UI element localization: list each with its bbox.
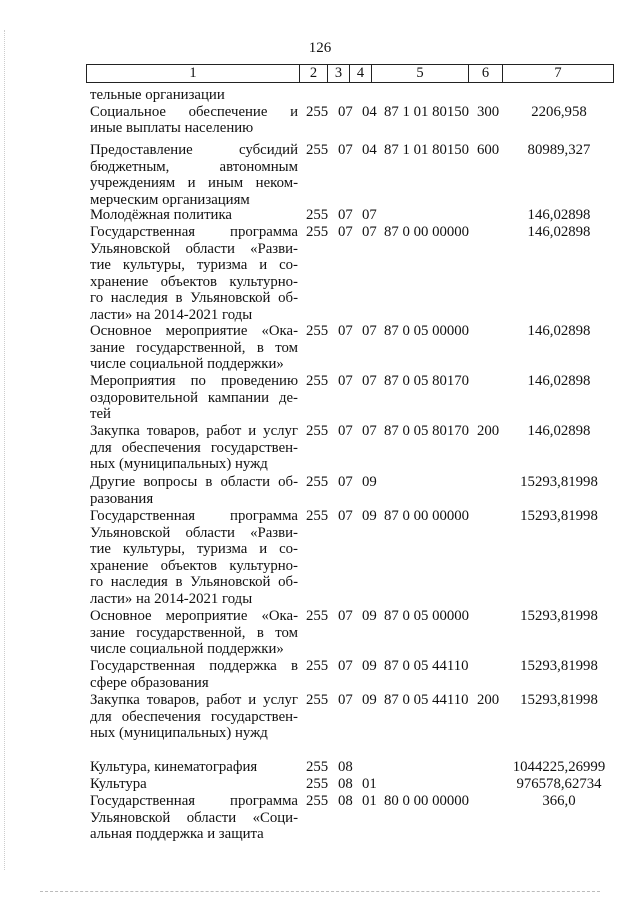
row-description (90, 373, 298, 423)
description-line: зание государственной, в том (90, 339, 298, 356)
row-description (90, 323, 298, 373)
scan-margin-dots (4, 30, 6, 870)
description-line: сфере образования (90, 674, 209, 691)
cell-expense-type: 200 (477, 423, 500, 439)
description-line: Мероприятия по проведению (90, 373, 298, 389)
cell-amount: 976578,62734 (516, 776, 602, 792)
description-line: Государственная поддержка в (90, 658, 298, 674)
description-line: Культура, кинематография (90, 759, 258, 775)
cell-amount: 146,02898 (527, 373, 591, 389)
description-line: го наследия в Ульяновской об- (90, 574, 298, 591)
cell-gov-code: 255 (306, 658, 329, 674)
description-line: оздоровительной кампании де- (90, 389, 298, 406)
description-line: зание государственной, в том (90, 624, 298, 641)
cell-subsection-code: 07 (362, 373, 377, 389)
cell-amount: 80989,327 (527, 142, 591, 158)
cell-gov-code: 255 (306, 207, 329, 223)
cell-gov-code: 255 (306, 776, 329, 792)
cell-gov-code: 255 (306, 373, 329, 389)
cell-subsection-code: 04 (362, 142, 377, 158)
description-line: иные выплаты населению (90, 120, 254, 137)
cell-target-article: 87 0 05 44110 (384, 692, 469, 708)
cell-section-code: 07 (338, 658, 353, 674)
cell-section-code: 07 (338, 224, 353, 240)
cell-target-article: 87 0 05 00000 (384, 608, 470, 624)
table-header (86, 64, 614, 83)
description-line: хранение объектов культурно- (90, 557, 298, 574)
row-description (90, 776, 298, 793)
row-description (90, 692, 298, 742)
header-col-2: 2 (300, 65, 328, 82)
cell-section-code: 07 (338, 323, 353, 339)
cell-section-code: 07 (338, 373, 353, 389)
cell-target-article: 87 0 00 00000 (384, 224, 470, 240)
header-col-3: 3 (328, 65, 350, 82)
cell-amount: 15293,81998 (520, 658, 598, 674)
cell-section-code: 07 (338, 692, 353, 708)
row-description (90, 759, 298, 776)
cell-target-article: 87 1 01 80150 (384, 142, 470, 158)
cell-gov-code: 255 (306, 692, 329, 708)
description-line: Предоставление субсидий (90, 142, 298, 158)
cell-amount: 15293,81998 (520, 692, 598, 708)
description-line: Культура (90, 776, 147, 792)
cell-section-code: 07 (338, 207, 353, 223)
cell-amount: 146,02898 (527, 423, 591, 439)
description-line: Закупка товаров, работ и услуг (90, 692, 298, 708)
row-description (90, 224, 298, 324)
header-col-7: 7 (554, 65, 562, 81)
description-line: ласти» на 2014-2021 годы (90, 590, 253, 607)
row-description (90, 508, 298, 608)
header-col-6: 6 (469, 65, 503, 82)
row-description (90, 142, 298, 208)
cell-subsection-code: 09 (362, 608, 377, 624)
cell-gov-code: 255 (306, 608, 329, 624)
row-description (90, 474, 298, 507)
cell-section-code: 08 (338, 793, 353, 809)
cell-amount: 15293,81998 (520, 508, 598, 524)
row-description (90, 207, 298, 224)
description-line: Государственная программа (90, 508, 298, 524)
description-line: ных (муниципальных) нужд (90, 456, 268, 473)
row-description (90, 423, 298, 473)
description-line: ных (муниципальных) нужд (90, 725, 268, 742)
description-line: альная поддержка и защита (90, 826, 264, 843)
cell-gov-code: 255 (306, 142, 329, 158)
cell-section-code: 08 (338, 759, 353, 775)
cell-target-article: 87 0 05 00000 (384, 323, 470, 339)
description-line: числе социальной поддержки» (90, 641, 284, 658)
scan-bottom-edge (40, 891, 600, 893)
cell-subsection-code: 09 (362, 508, 377, 524)
description-line: го наследия в Ульяновской об- (90, 290, 298, 307)
cell-amount: 15293,81998 (520, 474, 598, 490)
description-line: учреждениям и иным неком- (90, 175, 298, 192)
description-line: Ульяновской области «Разви- (90, 524, 298, 541)
cell-subsection-code: 09 (362, 658, 377, 674)
cell-target-article: 87 0 05 44110 (384, 658, 469, 674)
cell-expense-type: 600 (477, 142, 500, 158)
cell-gov-code: 255 (306, 103, 329, 120)
description-line: Ульяновской области «Разви- (90, 240, 298, 257)
cell-amount: 146,02898 (527, 323, 591, 339)
description-line: хранение объектов культурно- (90, 273, 298, 290)
cell-target-article: 87 0 05 80170 (384, 373, 470, 389)
description-line: тие культуры, туризма и со- (90, 257, 298, 274)
cell-subsection-code: 07 (362, 423, 377, 439)
description-line: бюджетным, автономным (90, 158, 298, 175)
description-line: Социальное обеспечение и (90, 103, 298, 120)
description-line: числе социальной поддержки» (90, 356, 284, 373)
cell-amount: 2206,958 (531, 103, 587, 120)
cell-subsection-code: 07 (362, 207, 377, 223)
cell-expense-type: 200 (477, 692, 500, 708)
description-line: ласти» на 2014-2021 годы (90, 306, 253, 323)
cell-target-article: 87 0 05 80170 (384, 423, 470, 439)
description-line: тие культуры, туризма и со- (90, 541, 298, 558)
cell-subsection-code: 01 (362, 776, 377, 792)
description-line: Молодёжная политика (90, 207, 233, 223)
row-description (90, 658, 298, 691)
description-line: Государственная программа (90, 224, 298, 240)
header-col-4: 4 (350, 65, 372, 82)
cell-gov-code: 255 (306, 224, 329, 240)
cell-section-code: 07 (338, 103, 353, 120)
description-line: тельные организации (90, 87, 225, 103)
description-line: для обеспечения государствен- (90, 708, 298, 725)
cell-gov-code: 255 (306, 323, 329, 339)
header-col-5: 5 (372, 65, 469, 82)
cell-section-code: 07 (338, 608, 353, 624)
cell-gov-code: 255 (306, 759, 329, 775)
cell-amount: 146,02898 (527, 207, 591, 223)
cell-gov-code: 255 (306, 793, 329, 809)
description-line: Основное мероприятие «Ока- (90, 323, 298, 339)
description-line: мерческим организациям (90, 191, 250, 208)
cell-gov-code: 255 (306, 508, 329, 524)
page-number: 126 (308, 40, 332, 56)
description-line: Основное мероприятие «Ока- (90, 608, 298, 624)
row-description (90, 608, 298, 658)
cell-amount: 146,02898 (527, 224, 591, 240)
description-line: Закупка товаров, работ и услуг (90, 423, 298, 439)
row-description (90, 87, 298, 104)
cell-section-code: 07 (338, 474, 353, 490)
cell-subsection-code: 01 (362, 793, 377, 809)
row-description (90, 104, 298, 137)
cell-section-code: 08 (338, 776, 353, 792)
cell-section-code: 07 (338, 423, 353, 439)
cell-target-article: 87 1 01 80150 (384, 103, 470, 120)
cell-subsection-code: 04 (362, 103, 377, 120)
cell-amount: 1044225,26999 (512, 759, 606, 775)
description-line: Ульяновской области «Соци- (90, 809, 298, 826)
description-line: Другие вопросы в области об- (90, 474, 298, 490)
cell-subsection-code: 09 (362, 692, 377, 708)
cell-expense-type: 300 (477, 103, 500, 120)
description-line: тей (90, 406, 111, 423)
row-description (90, 793, 298, 843)
description-line: для обеспечения государствен- (90, 439, 298, 456)
description-line: Государственная программа (90, 793, 298, 809)
cell-amount: 366,0 (542, 793, 576, 809)
cell-gov-code: 255 (306, 423, 329, 439)
header-col-1: 1 (87, 65, 300, 82)
cell-section-code: 07 (338, 142, 353, 158)
cell-amount: 15293,81998 (520, 608, 598, 624)
cell-subsection-code: 07 (362, 224, 377, 240)
cell-subsection-code: 09 (362, 474, 377, 490)
cell-target-article: 80 0 00 00000 (384, 793, 470, 809)
cell-subsection-code: 07 (362, 323, 377, 339)
cell-section-code: 07 (338, 508, 353, 524)
description-line: разования (90, 490, 154, 507)
cell-gov-code: 255 (306, 474, 329, 490)
cell-target-article: 87 0 00 00000 (384, 508, 470, 524)
